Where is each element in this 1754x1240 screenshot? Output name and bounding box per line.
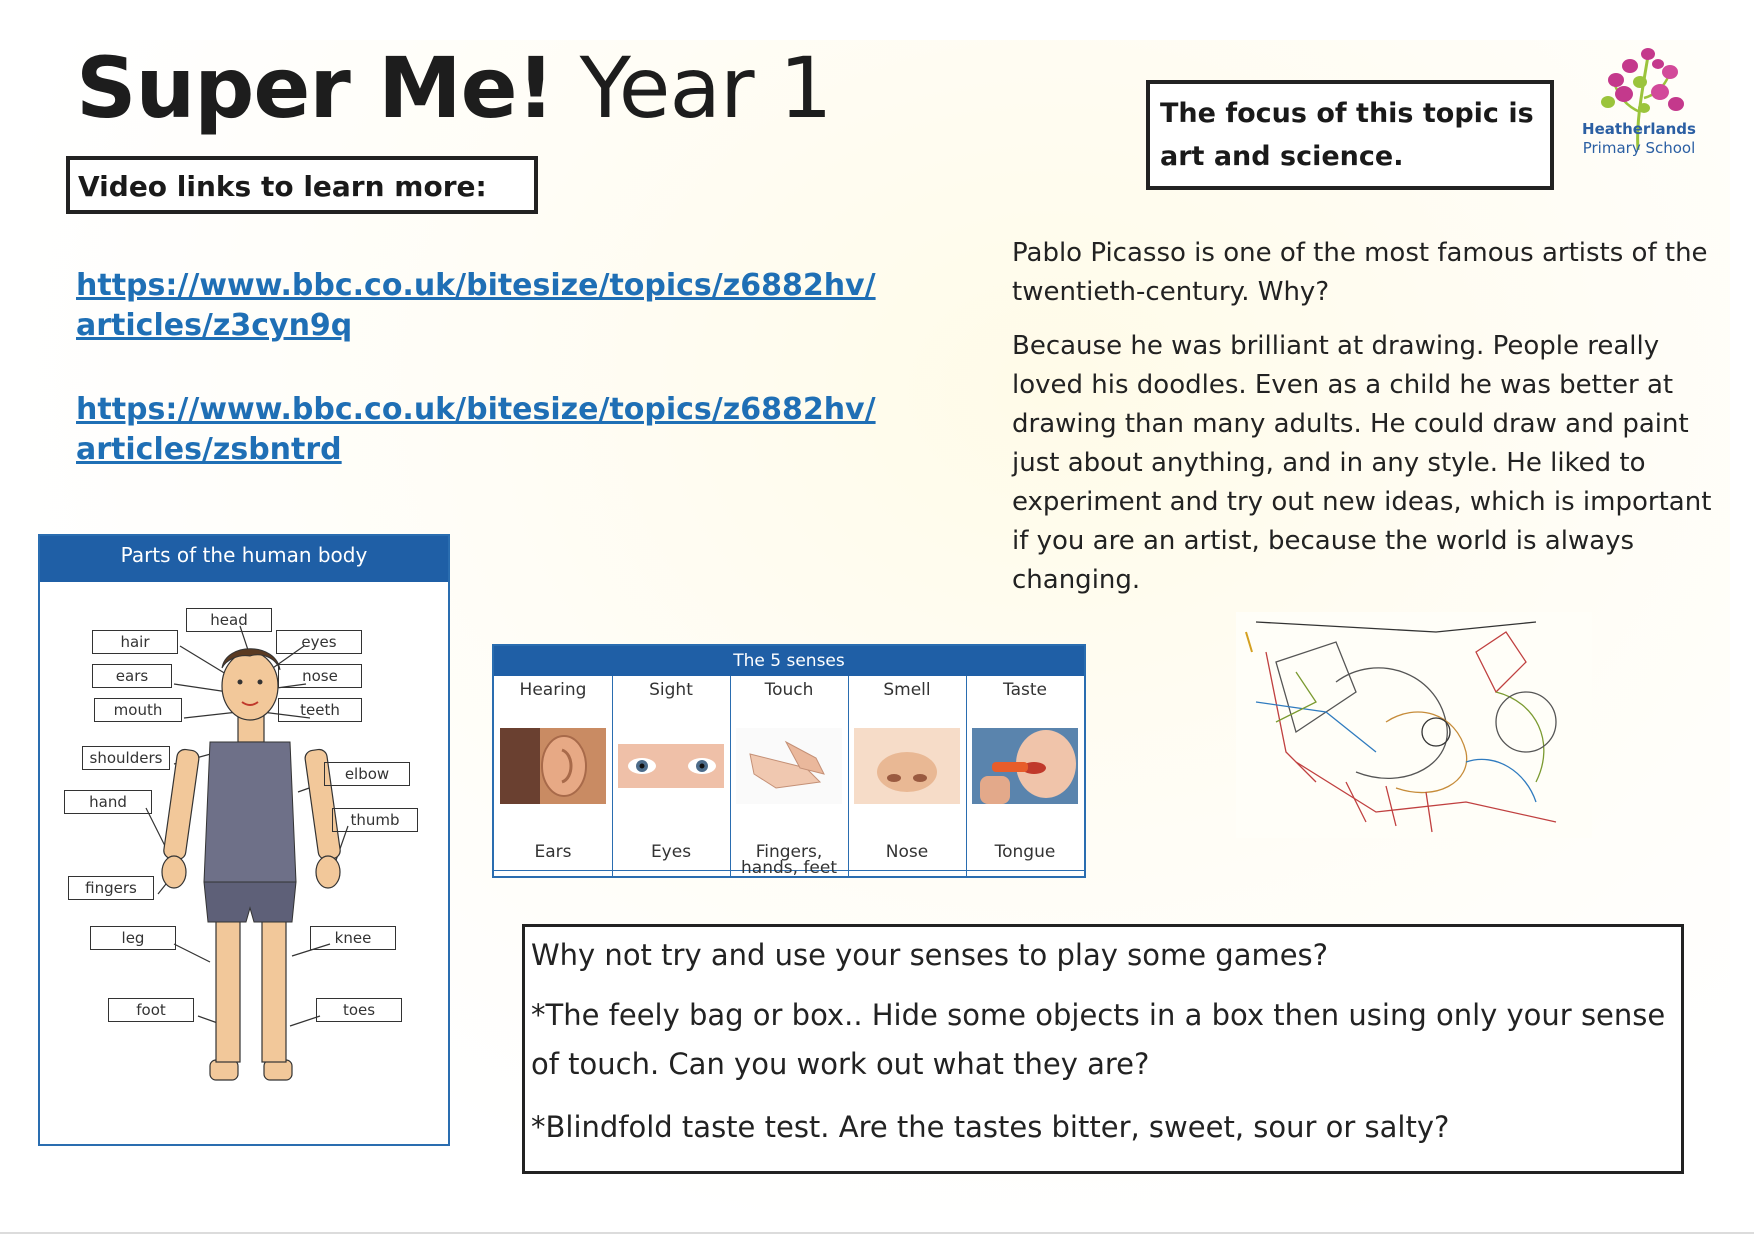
- topic-focus-text: The focus of this topic is art and science.: [1160, 98, 1534, 172]
- video-link-2[interactable]: [76, 390, 876, 470]
- games-question: Why not try and use your senses to play some games?: [531, 938, 1329, 972]
- school-name: Heatherlands: [1582, 120, 1696, 138]
- video-link-1-line1: https://www.bbc.co.uk/bitesize/topics/z6882hv/: [76, 268, 876, 303]
- nose-photo: [854, 728, 960, 804]
- label-elbow: elbow: [324, 762, 410, 786]
- sense-touch-organ: Fingers, hands, feet: [741, 842, 837, 878]
- senses-games-box: [522, 924, 1684, 1174]
- title-year: Year 1: [579, 39, 832, 137]
- page-title: [76, 38, 832, 138]
- video-link-1[interactable]: [76, 266, 876, 346]
- title-bold: Super Me!: [76, 39, 554, 137]
- video-link-2-line1: https://www.bbc.co.uk/bitesize/topics/z6882hv/: [76, 392, 876, 427]
- human-body-card-title: Parts of the human body: [40, 536, 448, 582]
- video-links-heading: Video links to learn more:: [78, 170, 487, 203]
- label-mouth: mouth: [94, 698, 182, 722]
- picasso-intro: Pablo Picasso is one of the most famous artists of the twentieth-century. Why?: [1012, 238, 1708, 307]
- sense-smell: [848, 676, 967, 876]
- label-nose: nose: [278, 664, 362, 688]
- label-head: head: [186, 608, 272, 632]
- sense-touch-name: Touch: [764, 680, 814, 700]
- picasso-body: Because he was brilliant at drawing. People really loved his doodles. Even as a child he was better at drawing than many adults. He could draw and paint just about anything, and in any style. He liked to experiment and try out new ideas, which is important if you are an artist, because the world is always changing.: [1012, 331, 1712, 595]
- sense-hearing-name: Hearing: [519, 680, 587, 700]
- sense-sight-name: Sight: [649, 680, 693, 700]
- label-thumb: thumb: [332, 808, 418, 832]
- video-link-1-line2: articles/z3cyn9q: [76, 308, 353, 343]
- label-eyes: eyes: [276, 630, 362, 654]
- tongue-photo: [972, 728, 1078, 804]
- label-ears: ears: [92, 664, 172, 688]
- eyes-photo: [618, 728, 724, 804]
- sense-smell-name: Smell: [883, 680, 931, 700]
- label-hair: hair: [92, 630, 178, 654]
- sense-hearing: [494, 676, 613, 876]
- sense-hearing-organ: Ears: [534, 842, 572, 862]
- page-bottom-rule: [0, 1232, 1754, 1234]
- label-foot: foot: [108, 998, 194, 1022]
- sense-touch: [730, 676, 849, 876]
- sense-sight: [612, 676, 731, 876]
- games-taste-test: *Blindfold taste test. Are the tastes bitter, sweet, sour or salty?: [531, 1110, 1450, 1144]
- sense-sight-organ: Eyes: [650, 842, 692, 862]
- topic-focus-box: [1146, 80, 1554, 190]
- label-leg: leg: [90, 926, 176, 950]
- sense-smell-organ: Nose: [885, 842, 929, 862]
- label-knee: knee: [310, 926, 396, 950]
- label-shoulders: shoulders: [82, 746, 170, 770]
- label-toes: toes: [316, 998, 402, 1022]
- sense-taste-organ: Tongue: [994, 842, 1056, 862]
- school-subtitle: Primary School: [1582, 139, 1696, 157]
- label-teeth: teeth: [278, 698, 362, 722]
- sense-taste-name: Taste: [1003, 680, 1047, 700]
- ear-photo: [500, 728, 606, 804]
- video-link-2-line2: articles/zsbntrd: [76, 432, 342, 467]
- video-links-heading-box: [66, 156, 538, 214]
- label-hand: hand: [64, 790, 152, 814]
- human-body-card: [38, 534, 450, 1146]
- five-senses-card: [492, 644, 1086, 878]
- picasso-drawing: [1236, 612, 1592, 838]
- sense-taste: [966, 676, 1084, 876]
- hands-photo: [736, 728, 842, 804]
- games-feely-bag: *The feely bag or box.. Hide some objects in a box then using only your sense of touch. Can you work out what they are?: [531, 998, 1666, 1081]
- label-fingers: fingers: [68, 876, 154, 900]
- five-senses-title: The 5 senses: [494, 646, 1084, 676]
